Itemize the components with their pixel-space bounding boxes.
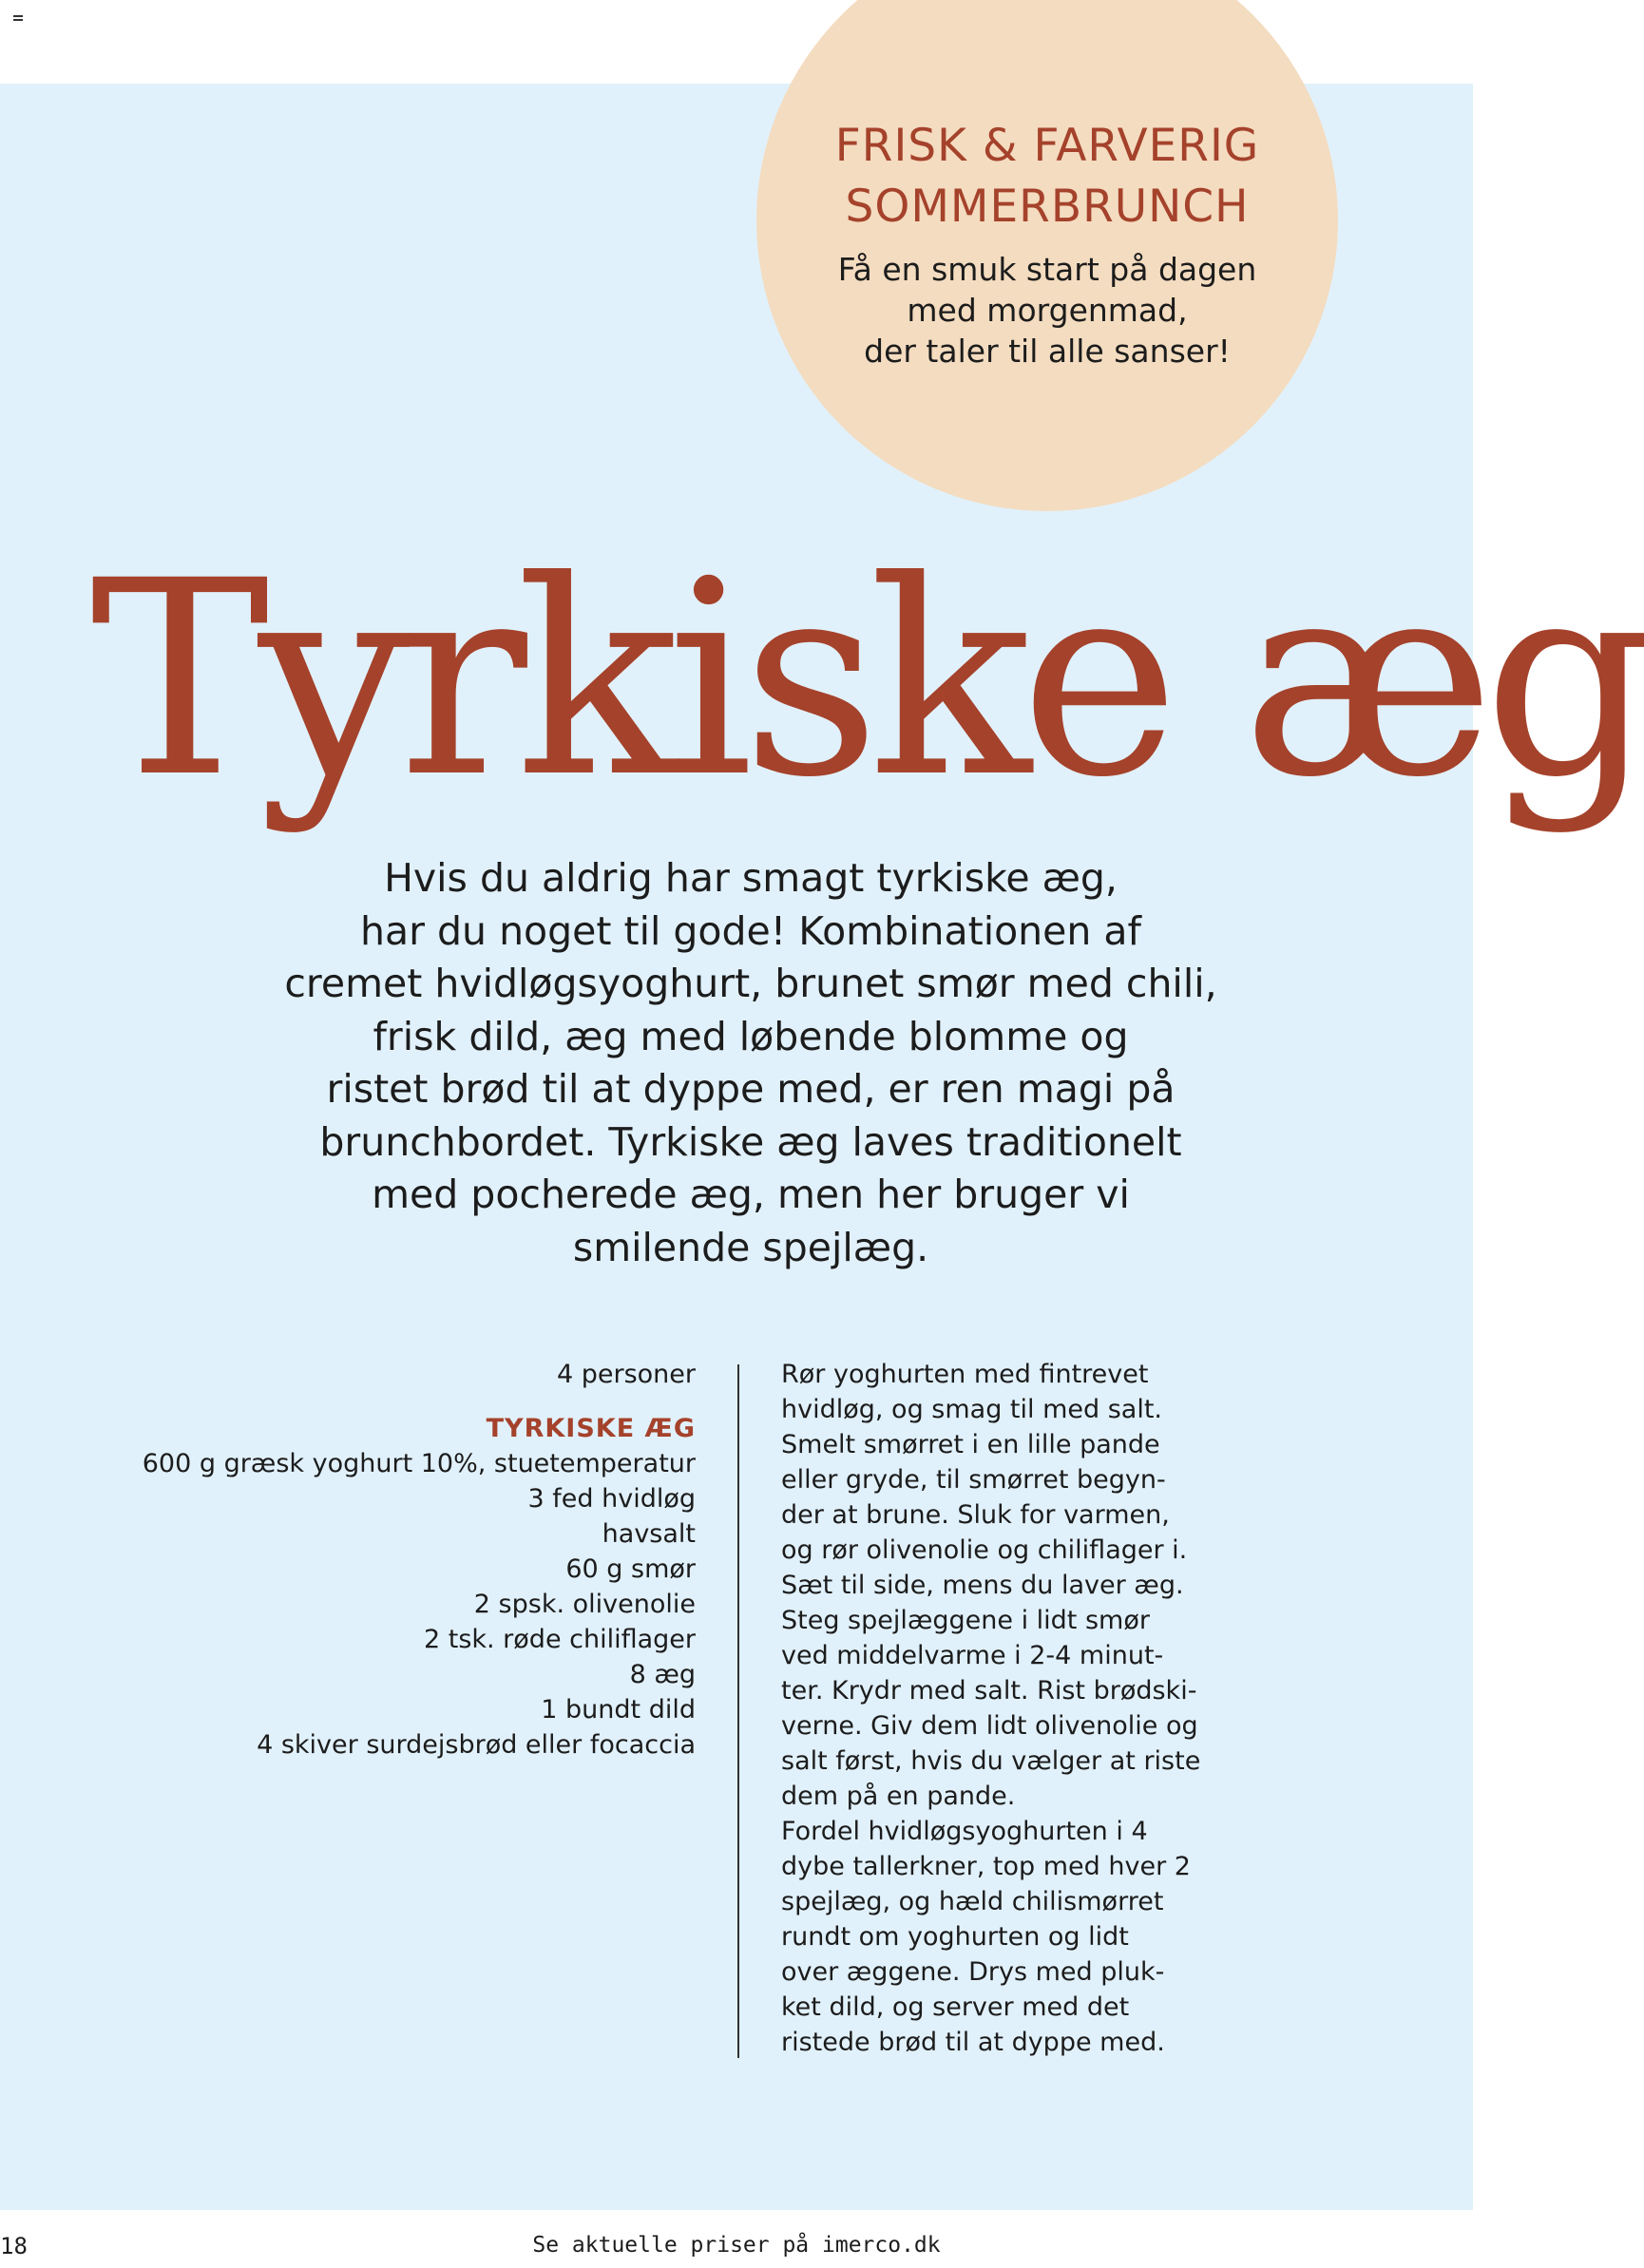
- ingredient-item: 4 skiver surdejsbrød eller focaccia: [257, 1730, 696, 1760]
- method-line: Steg spejlæggene i lidt smør: [781, 1606, 1150, 1635]
- method-line: ter. Krydr med salt. Rist brødski-: [781, 1676, 1197, 1706]
- intro-line: med pocherede æg, men her bruger vi: [372, 1172, 1130, 1217]
- ingredient-item: 2 spsk. olivenolie: [473, 1590, 696, 1619]
- promo-title-line: FRISK & FARVERIG: [834, 120, 1260, 172]
- ingredient-item: 3 fed hvidløg: [527, 1484, 696, 1514]
- method-line: dem på en pande.: [781, 1782, 1016, 1811]
- method-line: og rør olivenolie og chiliflager i.: [781, 1535, 1188, 1565]
- method-line: eller gryde, til smørret begyn-: [781, 1465, 1166, 1495]
- promo-subtitle-line: Få en smuk start på dagen: [837, 251, 1257, 288]
- intro-line: smilende spejlæg.: [572, 1224, 929, 1270]
- method-line: salt først, hvis du vælger at riste: [781, 1746, 1201, 1776]
- method-line: ket dild, og server med det: [781, 1992, 1130, 2022]
- method-line: ved middelvarme i 2-4 minut-: [781, 1641, 1164, 1670]
- promo-title: [756, 116, 1338, 238]
- ingredient-item: 600 g græsk yoghurt 10%, stuetemperatur: [142, 1449, 696, 1478]
- ingredient-item: havsalt: [602, 1519, 696, 1549]
- servings: 4 personer: [556, 1360, 696, 1389]
- ingredient-item: 1 bundt dild: [541, 1695, 696, 1725]
- method-line: verne. Giv dem lidt olivenolie og: [781, 1711, 1198, 1741]
- intro-line: brunchbordet. Tyrkiske æg laves traditionelt: [319, 1118, 1182, 1165]
- ingredient-item: 8 æg: [629, 1660, 696, 1689]
- method-column: [781, 1357, 1237, 2060]
- intro-line: ristet brød til at dyppe med, er ren magi på: [326, 1066, 1176, 1112]
- intro-paragraph: [233, 852, 1269, 1274]
- method-line: spejlæg, og hæld chilismørret: [781, 1887, 1164, 1916]
- method-line: Rør yoghurten med fintrevet: [781, 1360, 1149, 1389]
- menu-icon[interactable]: [13, 15, 23, 23]
- recipe-headline: Tyrkiske æg: [90, 523, 1644, 836]
- recipe-title: TYRKISKE ÆG: [486, 1414, 696, 1443]
- intro-line: frisk dild, æg med løbende blomme og: [373, 1013, 1129, 1059]
- intro-line: har du noget til gode! Kombinationen af: [360, 907, 1141, 954]
- column-divider: [737, 1364, 739, 2058]
- footer-link-text[interactable]: Se aktuelle priser på imerco.dk: [532, 2233, 941, 2258]
- method-line: Sæt til side, mens du laver æg.: [781, 1571, 1184, 1600]
- method-line: hvidløg, og smag til med salt.: [781, 1395, 1163, 1424]
- intro-line: cremet hvidløgsyoghurt, brunet smør med chili,: [284, 961, 1217, 1006]
- method-line: Fordel hvidløgsyoghurten i 4: [781, 1817, 1148, 1846]
- method-line: rundt om yoghurten og lidt: [781, 1922, 1129, 1952]
- method-line: dybe tallerkner, top med hver 2: [781, 1852, 1191, 1881]
- promo-subtitle: [756, 249, 1338, 372]
- method-line: over æggene. Drys med pluk-: [781, 1957, 1165, 1987]
- ingredient-item: 2 tsk. røde chiliflager: [423, 1625, 696, 1654]
- ingredients-column: [95, 1357, 696, 1763]
- promo-subtitle-line: der taler til alle sanser!: [864, 333, 1231, 370]
- intro-line: Hvis du aldrig har smagt tyrkiske æg,: [384, 855, 1118, 901]
- ingredient-item: 60 g smør: [565, 1554, 696, 1584]
- method-line: Smelt smørret i en lille pande: [781, 1430, 1160, 1459]
- promo-subtitle-line: med morgenmad,: [907, 292, 1188, 329]
- method-line: ristede brød til at dyppe med.: [781, 2028, 1165, 2057]
- page-number: 18: [0, 2233, 28, 2259]
- promo-title-line: SOMMERBRUNCH: [845, 181, 1250, 233]
- method-line: der at brune. Sluk for varmen,: [781, 1500, 1170, 1530]
